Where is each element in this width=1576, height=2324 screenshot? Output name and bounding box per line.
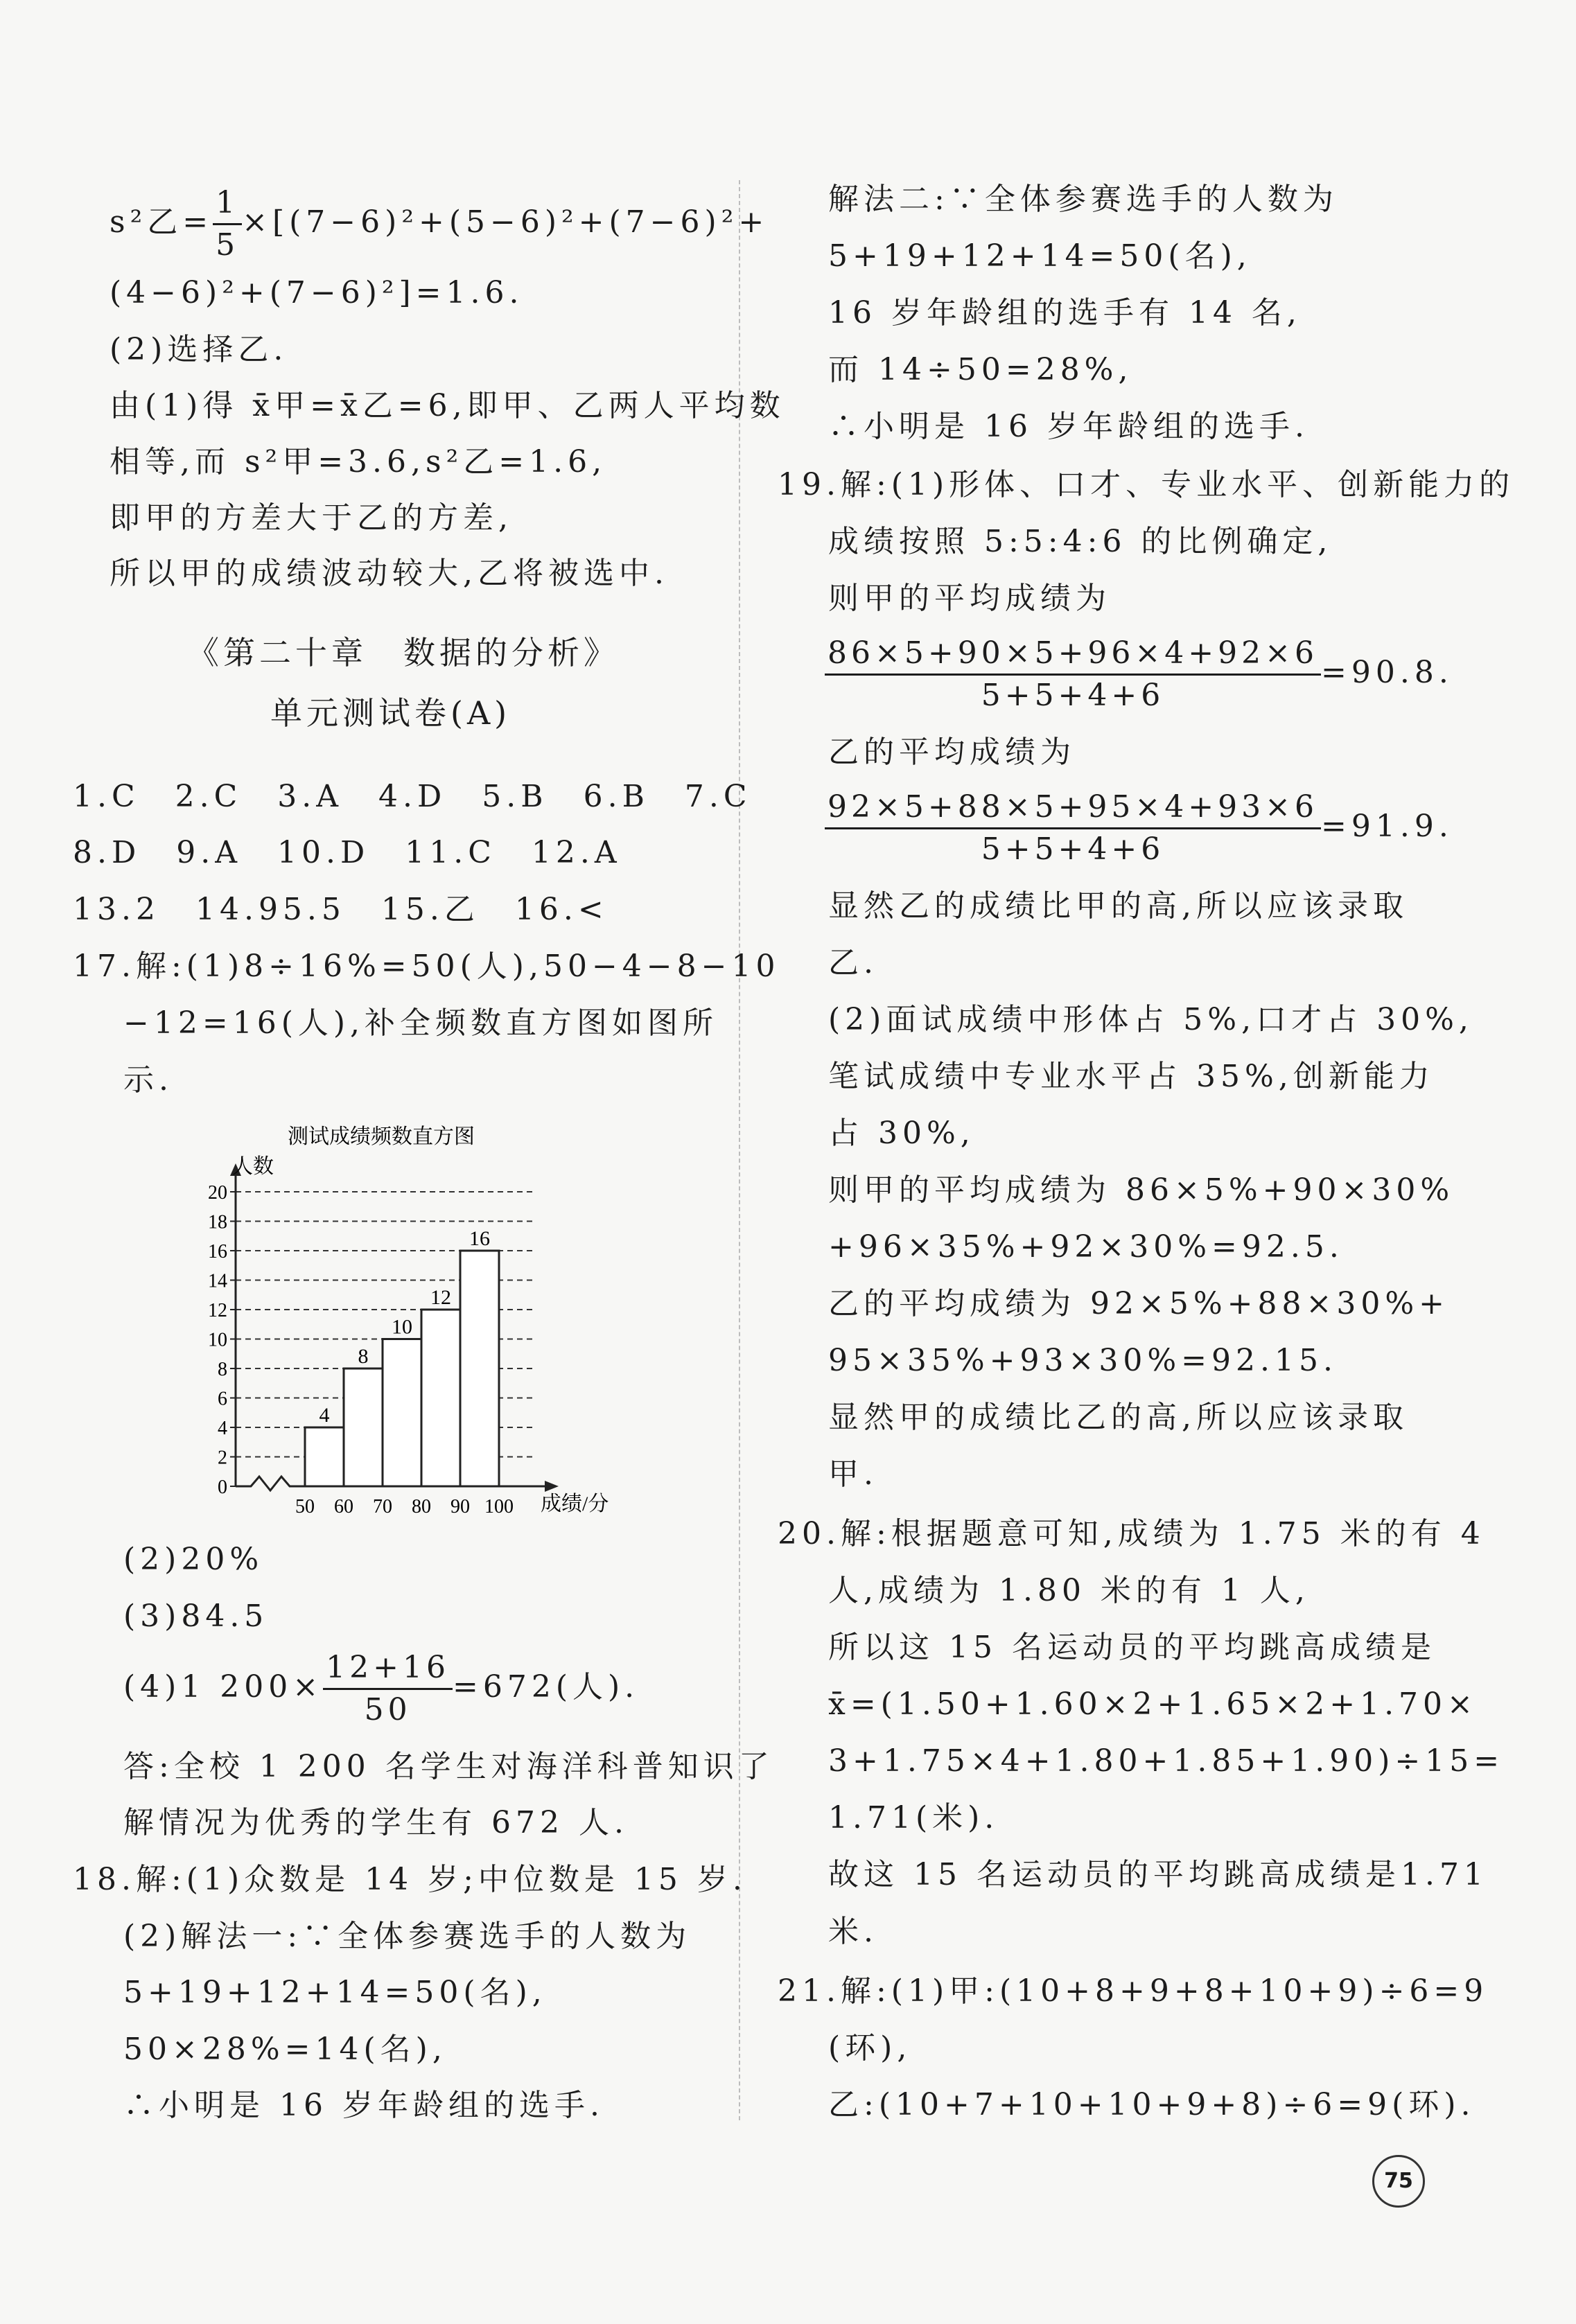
y-tick-label: 16 <box>208 1241 227 1262</box>
histogram-bar <box>421 1310 460 1486</box>
bar-value-label: 12 <box>430 1286 451 1309</box>
q17-part2: (2)20% <box>123 1542 264 1577</box>
q21-line: 乙:(10+7+10+10+9+8)÷6=9(环). <box>828 2087 1476 2122</box>
q17-line: 17.解:(1)8÷16%=50(人),50−4−8−10 <box>73 949 780 984</box>
text-line: (4−6)²+(7−6)²]=1.6. <box>110 275 524 310</box>
bar-value-label: 16 <box>469 1227 490 1250</box>
x-tick-label: 100 <box>484 1496 514 1517</box>
fraction-jia: $\frac{86\times 5+90\times 5+96\times 4+92\times 6}{5+5+4+6}$ <box>825 636 1321 713</box>
q20-line: 1.71(米). <box>828 1800 999 1836</box>
column-divider <box>739 180 740 2120</box>
x-tick-label: 70 <box>373 1496 392 1517</box>
text-line: 相等,而 s²甲=3.6,s²乙=1.6, <box>110 444 607 479</box>
q18-line: ∴小明是 16 岁年龄组的选手. <box>123 2088 604 2123</box>
q18-line: 5+19+12+14=50(名), <box>123 1975 547 2010</box>
text-line: 显然乙的成绩比甲的高,所以应该录取 <box>828 888 1408 924</box>
text-line: 16 岁年龄组的选手有 14 名, <box>828 295 1302 331</box>
q18-line: 18.解:(1)众数是 14 岁;中位数是 15 岁. <box>73 1862 747 1897</box>
text-line: 笔试成绩中专业水平占 35%,创新能力 <box>828 1059 1435 1094</box>
q17-line: −12=16(人),补全频数直方图如图所 <box>123 1005 719 1041</box>
fraction-q17: $\frac{12+16}{50}$ <box>323 1650 453 1727</box>
text-line: 而 14÷50=28%, <box>828 352 1133 387</box>
q19-line: 19.解:(1)形体、口才、专业水平、创新能力的 <box>778 467 1515 502</box>
q17-answer: 解情况为优秀的学生有 672 人. <box>123 1805 629 1840</box>
text-line: (2)选择乙. <box>110 332 288 367</box>
text-line: 95×35%+93×30%=92.15. <box>828 1343 1338 1378</box>
y-tick-label: 14 <box>208 1270 227 1292</box>
y-tick-label: 8 <box>218 1359 227 1380</box>
x-axis-label: 成绩/分 <box>541 1493 609 1515</box>
y-tick-label: 2 <box>218 1447 227 1469</box>
y-tick-label: 18 <box>208 1211 227 1233</box>
fraction-yi: $\frac{92\times 5+88\times 5+95\times 4+93\times 6}{5+5+4+6}$ <box>825 790 1321 867</box>
y-tick-label: 6 <box>218 1388 227 1410</box>
q17-part4: (4)1 200× $\frac{12+16}{50}$ =672(人). <box>123 1650 640 1727</box>
text-line: 乙. <box>828 945 878 980</box>
q20-line: 米. <box>828 1914 878 1949</box>
histogram-bar <box>344 1368 383 1486</box>
text-line: 解法二:∵全体参赛选手的人数为 <box>828 182 1338 217</box>
x-axis-arrow <box>545 1481 559 1492</box>
y-axis-label: 人数 <box>232 1155 274 1178</box>
bar-value-label: 10 <box>392 1315 412 1339</box>
answer-line: 13.2 14.95.5 15.乙 16.< <box>73 892 608 927</box>
q20-line: x̄=(1.50+1.60×2+1.65×2+1.70× <box>828 1687 1478 1722</box>
histogram-bar <box>460 1251 499 1486</box>
page-number: 75 <box>1372 2155 1425 2208</box>
text-line: 甲. <box>828 1456 878 1492</box>
chart-title: 测试成绩频数直方图 <box>288 1125 475 1148</box>
q17-part3: (3)84.5 <box>123 1599 269 1634</box>
bar-value-label: 8 <box>358 1345 369 1368</box>
fraction-line-b: $\frac{92\times 5+88\times 5+95\times 4+93\times 6}{5+5+4+6}$ =91.9. <box>825 790 1453 867</box>
q20-line: 所以这 15 名运动员的平均跳高成绩是 <box>828 1630 1436 1665</box>
q18-line: 50×28%=14(名), <box>123 2032 447 2067</box>
text-line: 显然甲的成绩比乙的高,所以应该录取 <box>828 1400 1408 1435</box>
x-tick-label: 50 <box>295 1496 315 1517</box>
q20-line: 3+1.75×4+1.80+1.85+1.90)÷15= <box>828 1743 1505 1779</box>
answer-line: 8.D 9.A 10.D 11.C 12.A <box>73 835 622 870</box>
x-tick-label: 60 <box>334 1496 353 1517</box>
x-tick-label: 80 <box>412 1496 431 1517</box>
histogram-bar <box>383 1339 421 1487</box>
text-line: (2)面试成绩中形体占 5%,口才占 30%, <box>828 1002 1473 1037</box>
q21-line: (环), <box>828 2030 912 2066</box>
text-line: +96×35%+92×30%=92.5. <box>828 1229 1344 1265</box>
bar-value-label: 4 <box>319 1404 330 1427</box>
text-line: 占 30%, <box>828 1116 975 1151</box>
chapter-title: 《第二十章 数据的分析》 <box>187 634 620 671</box>
text-line: 所以甲的成绩波动较大,乙将被选中. <box>110 556 669 591</box>
variance-lhs: s²乙= <box>110 204 213 240</box>
q20-line: 20.解:根据题意可知,成绩为 1.75 米的有 4 <box>778 1516 1485 1551</box>
fraction-line-a: $\frac{86\times 5+90\times 5+96\times 4+92\times 6}{5+5+4+6}$ =90.8. <box>825 636 1453 713</box>
y-tick-label: 10 <box>208 1329 227 1351</box>
histogram-bar <box>305 1427 344 1486</box>
q18-line: (2)解法一:∵全体参赛选手的人数为 <box>123 1919 692 1954</box>
text-line: 5+19+12+14=50(名), <box>828 238 1252 274</box>
answer-line: 1.C 2.C 3.A 4.D 5.B 6.B 7.C <box>73 779 752 814</box>
y-tick-label: 4 <box>218 1418 227 1439</box>
q17-line: 示. <box>123 1062 173 1098</box>
text-line: 则甲的平均成绩为 86×5%+90×30% <box>828 1172 1455 1208</box>
text-line: 乙的平均成绩为 92×5%+88×30%+ <box>828 1286 1450 1321</box>
variance-rhs: ×[(7−6)²+(5−6)²+(7−6)²+ <box>242 204 769 240</box>
x-tick-label: 90 <box>450 1496 470 1517</box>
histogram-chart <box>180 1112 638 1528</box>
q19-line: 则甲的平均成绩为 <box>828 581 1111 616</box>
y-tick-label: 0 <box>218 1477 227 1498</box>
unit-title: 单元测试卷(A) <box>270 694 511 732</box>
q19-line: 成绩按照 5:5:4:6 的比例确定, <box>828 524 1333 559</box>
q19-line: 乙的平均成绩为 <box>828 734 1076 770</box>
text-line: 由(1)得 x̄甲=x̄乙=6,即甲、乙两人平均数 <box>110 388 785 423</box>
q17-answer: 答:全校 1 200 名学生对海洋科普知识了 <box>123 1749 774 1784</box>
variance-line-1 <box>110 186 769 263</box>
q20-line: 人,成绩为 1.80 米的有 1 人, <box>828 1573 1310 1608</box>
text-line: 即甲的方差大于乙的方差, <box>110 500 513 536</box>
q20-line: 故这 15 名运动员的平均跳高成绩是1.71 <box>828 1857 1488 1892</box>
text-line: ∴小明是 16 岁年龄组的选手. <box>828 409 1309 444</box>
y-tick-label: 12 <box>208 1300 227 1321</box>
y-tick-label: 20 <box>208 1182 227 1204</box>
fraction-one-fifth: $\frac{1}{5}$ <box>213 186 242 263</box>
q21-line: 21.解:(1)甲:(10+8+9+8+10+9)÷6=9 <box>778 1973 1489 2009</box>
